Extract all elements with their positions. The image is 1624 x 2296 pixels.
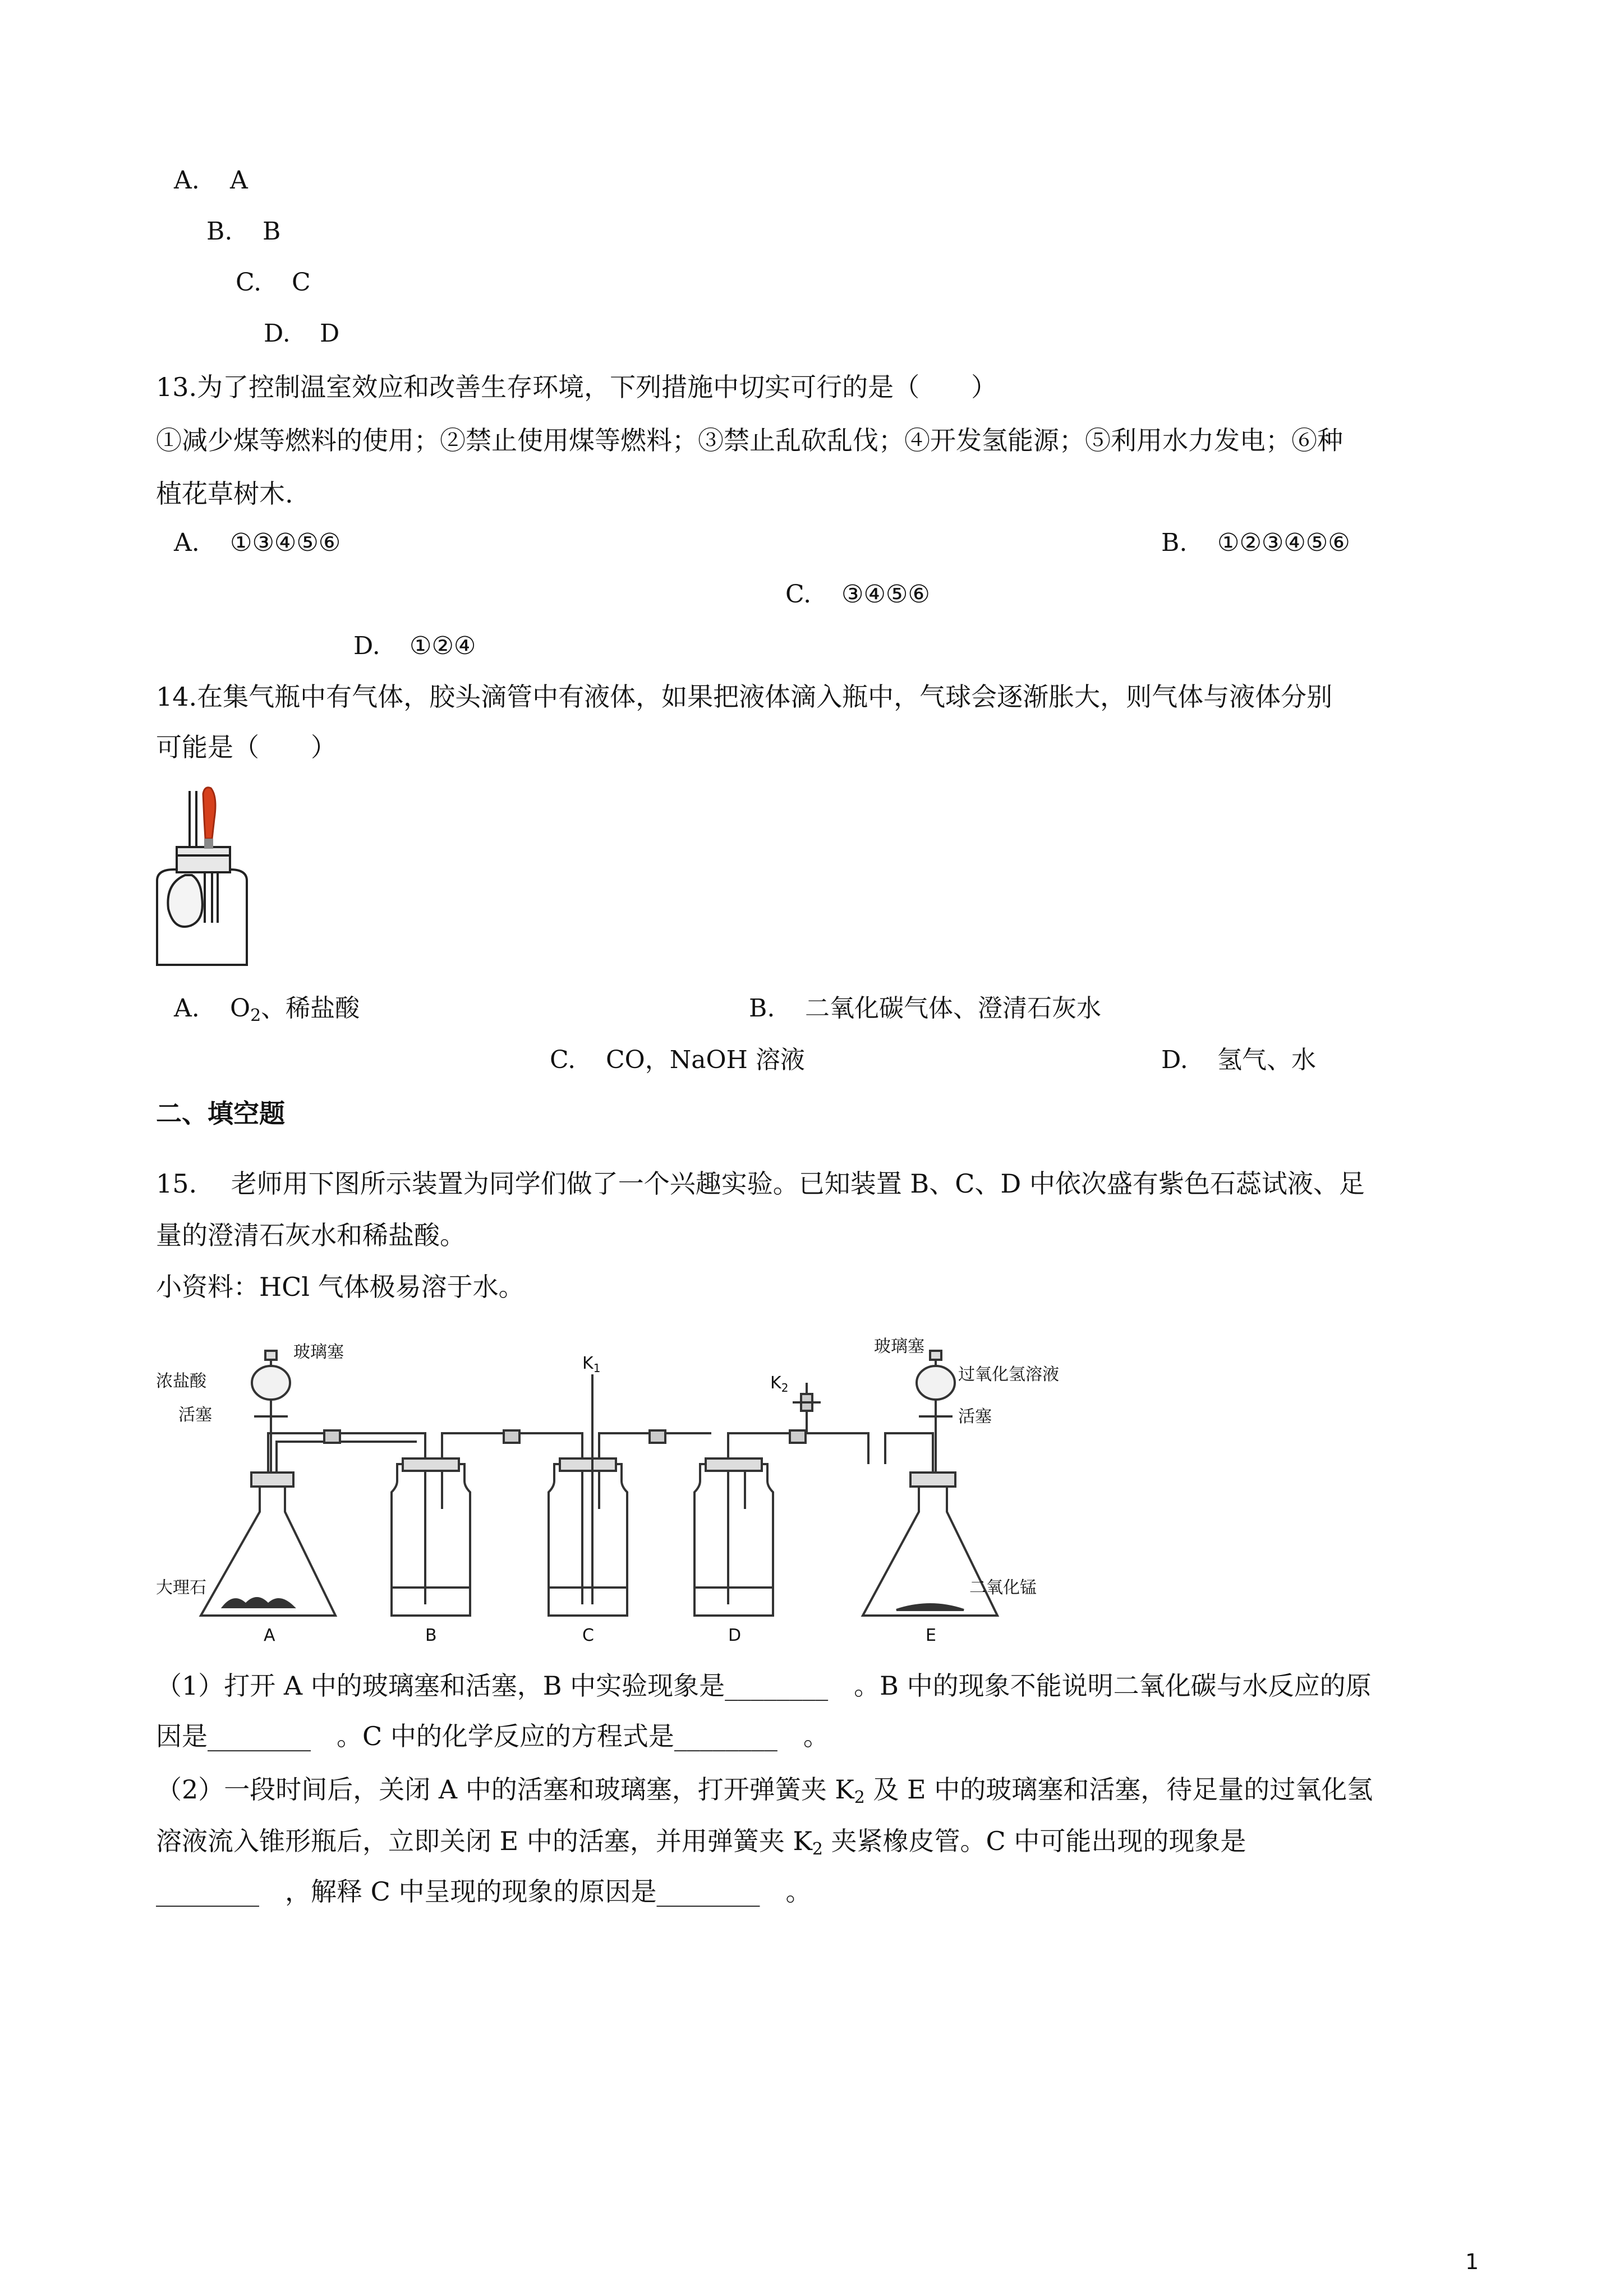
q12-option-c: C. C: [236, 268, 311, 297]
q13-option-c: C. ③④⑤⑥: [785, 580, 930, 609]
vessel-label-b: B: [425, 1626, 437, 1645]
q14-option-b: B. 二氧化碳气体、澄清石灰水: [749, 994, 1101, 1023]
vessel-label-d: D: [728, 1626, 742, 1645]
q15-part2-line2: 溶液流入锥形瓶后，立即关闭 E 中的活塞，并用弹簧夹 $K_2$ 夹紧橡皮管。C 中可能出现的现象是: [156, 1826, 1246, 1859]
label-k1: $K_1$: [582, 1354, 601, 1375]
label-h2o2: 过氧化氢溶液: [958, 1365, 1059, 1384]
label-valve-left: 活塞: [178, 1405, 212, 1425]
q13-stem: 13.为了控制温室效应和改善生存环境，下列措施中切实可行的是（ ）: [156, 372, 997, 402]
q13-statement-line2: 植花草树木.: [156, 478, 293, 509]
q14-option-d: D. 氢气、水: [1161, 1046, 1316, 1074]
q13-option-b: B. ①②③④⑤⑥: [1161, 528, 1350, 557]
q15-part1-line2: 因是________ 。C 中的化学反应的方程式是________ 。: [156, 1721, 829, 1751]
q15-stem-line1: 15. 老师用下图所示装置为同学们做了一个兴趣实验。已知装置 B、C、D 中依次盛有紫色石蕊试液、足: [156, 1168, 1365, 1199]
label-valve-right: 活塞: [958, 1407, 992, 1427]
label-marble: 大理石: [156, 1578, 206, 1598]
label-glass-stopper-left: 玻璃塞: [293, 1342, 344, 1362]
vessel-label-e: E: [926, 1626, 936, 1645]
q13-option-d: D. ①②④: [353, 632, 476, 660]
q14-stem-line1: 14.在集气瓶中有气体，胶头滴管中有液体，如果把液体滴入瓶中，气球会逐渐胀大，则气体与液体分别: [156, 682, 1333, 712]
q15-part2-line3: ________ ，解释 C 中呈现的现象的原因是________ 。: [156, 1876, 812, 1907]
label-glass-stopper-right: 玻璃塞: [874, 1337, 924, 1356]
section-heading: 二、填空题: [156, 1098, 285, 1129]
label-mno2: 二氧化锰: [969, 1578, 1037, 1598]
q12-option-a: A. A: [174, 166, 248, 195]
q15-part2-line1: （2）一段时间后，关闭 A 中的活塞和玻璃塞，打开弹簧夹 $K_2$ 及 E 中的玻璃塞和活塞，待足量的过氧化氢: [156, 1774, 1373, 1807]
q15-stem-line2: 量的澄清石灰水和稀盐酸。: [156, 1220, 466, 1250]
vessel-label-c: C: [582, 1626, 594, 1645]
q12-option-b: B. B: [206, 217, 281, 246]
vessel-label-a: A: [264, 1626, 275, 1645]
gas-bottle-figure: [151, 785, 258, 976]
q15-part1-line1: （1）打开 A 中的玻璃塞和活塞，B 中实验现象是________ 。B 中的现象不能说明二氧化碳与水反应的原: [156, 1671, 1372, 1701]
q15-note: 小资料：HCl 气体极易溶于水。: [156, 1272, 525, 1302]
label-k2: $K_2$: [770, 1373, 789, 1395]
q13-option-a: A. ①③④⑤⑥: [174, 528, 341, 557]
q14-option-c: C. CO，NaOH 溶液: [550, 1046, 805, 1074]
q14-option-a: A. $O_2$、稀盐酸: [174, 994, 360, 1025]
page-number: 1: [1465, 2249, 1479, 2274]
q14-stem-line2: 可能是（ ）: [156, 732, 337, 762]
q12-option-d: D. D: [264, 319, 340, 348]
q13-statement-line1: ①减少煤等燃料的使用；②禁止使用煤等燃料；③禁止乱砍乱伐；④开发氢能源；⑤利用水力发电；⑥种: [156, 425, 1343, 455]
label-conc-hcl: 浓盐酸: [156, 1372, 206, 1391]
apparatus-figure: [156, 1324, 1087, 1649]
